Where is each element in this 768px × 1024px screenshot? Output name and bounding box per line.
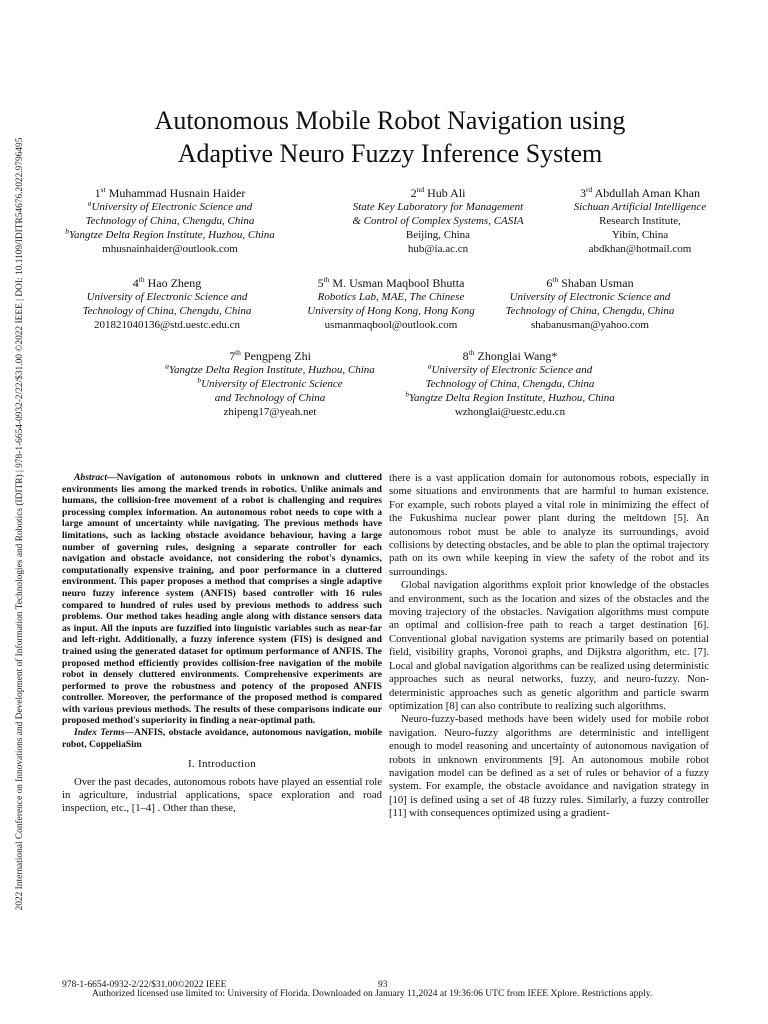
author-email[interactable]: hub@ia.ac.cn xyxy=(407,243,469,255)
author-5 xyxy=(276,276,506,332)
author-name: 4th Hao Zheng xyxy=(132,275,202,290)
author-name: 8th Zhonglai Wang* xyxy=(462,348,558,363)
author-email[interactable]: abdkhan@hotmail.com xyxy=(588,243,692,255)
author-affiliation: & Control of Complex Systems, CASIA xyxy=(352,215,524,227)
author-affiliation: Sichuan Artificial Intelligence xyxy=(573,201,707,213)
author-affiliation: Technology of China, Chengdu, China xyxy=(85,215,255,227)
left-column xyxy=(62,472,382,816)
author-affiliation: Technology of China, Chengdu, China xyxy=(82,305,252,317)
section-heading-introduction: I. Introduction xyxy=(187,758,257,771)
author-affiliation: Technology of China, Chengdu, China xyxy=(505,305,675,317)
author-email[interactable]: shabanusman@yahoo.com xyxy=(531,319,649,331)
author-name: 3rd Abdullah Aman Khan xyxy=(580,185,700,200)
author-1 xyxy=(40,186,300,256)
intro-paragraph-1: Over the past decades, autonomous robots have played an essential role in agriculture, industrial applications, space exploration and road inspection, etc., [1–4] . Other than these, xyxy=(62,775,382,815)
paper-title xyxy=(60,104,720,170)
abstract-label: Abstract xyxy=(74,472,108,483)
author-affiliation: $^a$Yangtze Delta Region Institute, Huzhou, China xyxy=(165,361,375,376)
abstract xyxy=(62,472,382,727)
author-8 xyxy=(380,349,640,419)
author-affiliation: $^a$University of Electronic Science and xyxy=(427,361,593,376)
doi-sidebar: 2022 International Conference on Innovations and Development of Information Technologies and Robotics (IDITR) | 978-1-6654-0932-2/22/$31.00 ©2022 IEEE | DOI: 10.1109/IDITR54676.2022.9796495 xyxy=(15,137,25,911)
author-affiliation: Robotics Lab, MAE, The Chinese xyxy=(317,291,465,303)
body-paragraph-global-navigation: Global navigation algorithms exploit prior knowledge of the obstacles and environment, such as the location and sizes of the obstacles and the moving trajectory of the obstacles. Navigation algorithms must compute an optimal and collision-free path to reach a target destination [6]. Conventional global navigation systems are primarily based on potential field, visibility graphs, Voronoi graphs, and Dijkstra algorithm, etc. [7]. Local and global navigation algorithms can be realized using deterministic approaches such as neural networks, fuzzy, and neuro-fuzzy. Non-deterministic approaches such as genetic algorithm and particle swarm optimization [8] can also contribute to realizing such algorithms. xyxy=(389,579,709,712)
author-name: 6th Shaban Usman xyxy=(546,275,634,290)
author-affiliation: Technology of China, Chengdu, China xyxy=(425,378,595,390)
author-3 xyxy=(540,186,740,256)
author-email[interactable]: 201821040136@std.uestc.edu.cn xyxy=(93,319,241,331)
author-name: 2nd Hub Ali xyxy=(410,185,466,200)
title-line-1: Autonomous Mobile Robot Navigation using xyxy=(154,106,626,135)
author-affiliation: University of Electronic Science and xyxy=(509,291,671,303)
body-paragraph-neuro-fuzzy: Neuro-fuzzy-based methods have been widely used for mobile robot navigation. Neuro-fuzzy algorithms are deterministic and intelligent enough to model reasoning and uncertainty of autonomous navigation of robots in unknown environments [9]. An autonomous mobile robot navigation model can be defined as a set of rules or behavior of a fuzzy system. For example, the obstacle avoidance and navigation strategy in [10] is defined using a set of 48 fuzzy rules. Similarly, a fuzzy controller [11] with consequences optimized using a gradient- xyxy=(389,713,709,820)
page-number: 93 xyxy=(378,980,388,990)
author-affiliation: $^a$University of Electronic Science and xyxy=(87,198,253,213)
right-column xyxy=(389,472,709,821)
author-location: Research Institute, xyxy=(599,215,681,227)
author-email[interactable]: wzhonglai@uestc.edu.cn xyxy=(454,406,566,418)
author-name: 1st Muhammad Husnain Haider xyxy=(94,185,246,200)
footer-license-notice: Authorized licensed use limited to: University of Florida. Downloaded on January 11,2024 at 19:36:06 UTC from IEEE Xplore. Restrictions apply. xyxy=(92,989,653,999)
author-email[interactable]: zhipeng17@yeah.net xyxy=(223,406,317,418)
author-affiliation: $^b$Yangtze Delta Region Institute, Huzhou, China xyxy=(65,226,275,241)
index-terms xyxy=(62,727,382,750)
author-affiliation: State Key Laboratory for Management xyxy=(352,201,524,213)
author-6 xyxy=(480,276,700,332)
author-2 xyxy=(318,186,558,256)
author-4 xyxy=(52,276,282,332)
author-affiliation: University of Electronic Science and xyxy=(86,291,248,303)
author-location: Yibin, China xyxy=(611,229,669,241)
author-email[interactable]: usmanmaqbool@outlook.com xyxy=(324,319,458,331)
author-affiliation: $^b$Yangtze Delta Region Institute, Huzhou, China xyxy=(405,389,615,404)
title-line-2: Adaptive Neuro Fuzzy Inference System xyxy=(177,139,603,168)
author-email[interactable]: mhusnainhaider@outlook.com xyxy=(102,243,238,255)
author-name: 5th M. Usman Maqbool Bhutta xyxy=(317,275,465,290)
index-terms-label: Index Terms xyxy=(74,727,125,739)
abstract-text: —Navigation of autonomous robots in unknown and cluttered environments lies among the marked trends in robotics. Unlike animals and humans, the collision-free movement of a robot is challenging and requires processing complex information. An autonomous robot needs to cope with a large amount of uncertainty while navigating. The previous methods have limitations, such as lacking obstacle avoidance behaviour, having a large number of governing rules, designing a separate controller for each navigation and obstacle avoidance, not considering the robot's dynamics, computationally expensive training, and poor performance in a cluttered environment. This paper proposes a method that comprises a single adaptive neuro fuzzy inference system (ANFIS) based controller with 16 rules compared to hundred of rules used by previous methods to address such problems. Our method takes heading angle along with distance sensors data as input. All the inputs are fuzzified into linguistic variables such as near-far and left-right. Additionally, a fuzzy inference system (FIS) is designed and trained using the generated dataset for optimum performance of ANFIS. The proposed method efficiently provides collision-free navigation of the mobile robot in densely cluttered environments. Comprehensive experiments are performed to prove the robustness and potency of the proposed ANFIS controller. Moreover, the performance of the proposed method is compared with various previous methods. The results of these comparisons indicate our proposed method's superiority in finding a near-optimal path. xyxy=(62,472,382,727)
author-name: 7th Pengpeng Zhi xyxy=(229,348,311,363)
author-affiliation: University of Hong Kong, Hong Kong xyxy=(307,305,475,317)
author-location: Beijing, China xyxy=(405,229,471,241)
author-affiliation: $^b$University of Electronic Science xyxy=(197,375,343,390)
footer-isbn: 978-1-6654-0932-2/22/$31.00©2022 IEEE xyxy=(62,980,227,990)
author-7 xyxy=(150,349,390,419)
body-paragraph-continued: there is a vast application domain for autonomous robots, especially in some situations and environments that are harmful to human existence. For example, such robots played a vital role in minimizing the effect of the Fukushima nuclear power plant during the meltdown [5]. An autonomous robot must be able to analyze its surroundings, avoid collisions by detecting obstacles, and be able to plan the optimal trajectory path on its own while keeping in view the safety of the robot and its surroundings. xyxy=(389,472,709,578)
author-affiliation: and Technology of China xyxy=(214,392,326,404)
index-terms-text: —ANFIS, obstacle avoidance, autonomous navigation, mobile robot, CoppeliaSim xyxy=(62,727,382,750)
